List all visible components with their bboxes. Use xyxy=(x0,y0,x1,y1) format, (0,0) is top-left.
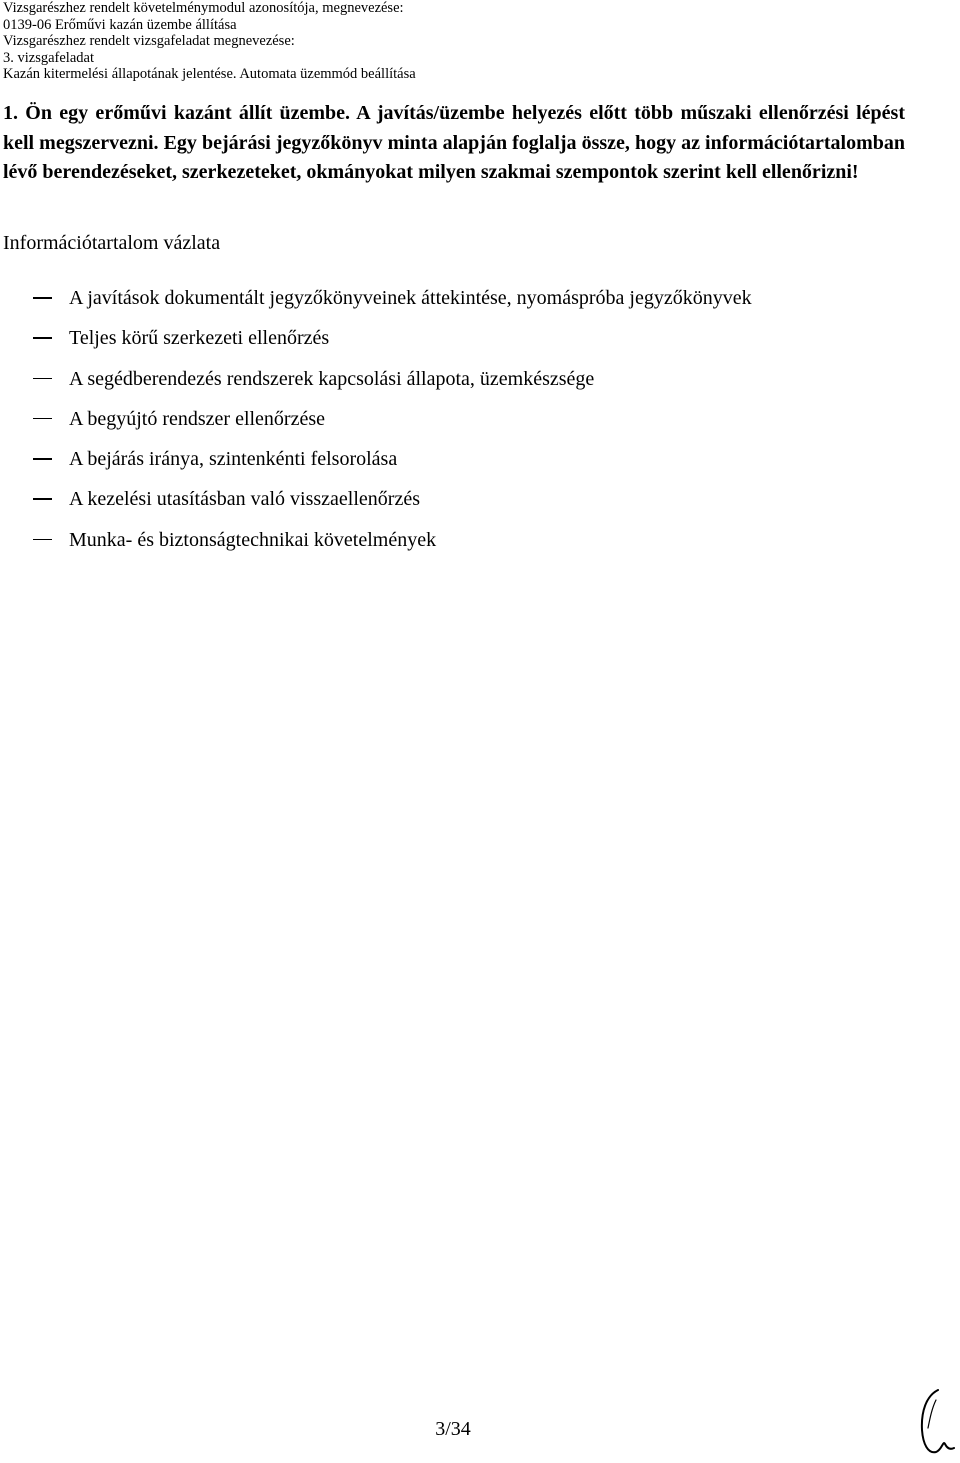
dash-bullet-icon xyxy=(33,539,52,541)
dash-bullet-icon xyxy=(33,378,52,380)
dash-bullet-icon xyxy=(33,458,52,460)
outline-item xyxy=(33,405,752,445)
header-line-module-label: Vizsgarészhez rendelt követelménymodul azonosítója, megnevezése: xyxy=(3,0,404,16)
outline-item xyxy=(33,526,752,566)
outline-list xyxy=(33,284,752,566)
outline-item xyxy=(33,324,752,364)
outline-item-text: A kezelési utasításban való visszaellenőrzés xyxy=(69,488,420,511)
dash-bullet-icon xyxy=(33,337,52,339)
outline-item xyxy=(33,284,752,324)
outline-item xyxy=(33,445,752,485)
header-line-task-number: 3. vizsgafeladat xyxy=(3,49,94,66)
outline-item-text: Munka- és biztonságtechnikai követelmények xyxy=(69,528,437,551)
dash-bullet-icon xyxy=(33,498,52,500)
outline-item xyxy=(33,485,752,525)
outline-item-text: A bejárás iránya, szintenkénti felsorolása xyxy=(69,448,398,471)
page-number: 3/34 xyxy=(435,1418,471,1440)
task-statement: 1. Ön egy erőművi kazánt állít üzembe. A javítás/üzembe helyezés előtt több műszaki ellenőrzési lépést kell megszervezni. Egy bejárási jegyzőkönyv minta alapján foglalja össze, hogy az információtartalomban lévő berendezéseket, szerkezeteket, okmányokat milyen szakmai szempontok szerint kell ellenőrizni! xyxy=(3,102,905,183)
header-line-module-name: 0139-06 Erőművi kazán üzembe állítása xyxy=(3,16,237,33)
outline-item xyxy=(33,365,752,405)
header-line-task-label: Vizsgarészhez rendelt vizsgafeladat megnevezése: xyxy=(3,33,295,50)
dash-bullet-icon xyxy=(33,297,52,299)
document-header xyxy=(3,0,953,83)
header-line-task-name: Kazán kitermelési állapotának jelentése. Automata üzemmód beállítása xyxy=(3,66,416,83)
outline-item-text: Teljes körű szerkezeti ellenőrzés xyxy=(69,327,330,350)
signature-icon xyxy=(916,1388,956,1458)
outline-title: Információtartalom vázlata xyxy=(3,232,221,254)
outline-item-text: A segédberendezés rendszerek kapcsolási állapota, üzemkészsége xyxy=(69,367,595,390)
dash-bullet-icon xyxy=(33,418,52,420)
outline-item-text: A javítások dokumentált jegyzőkönyveinek áttekintése, nyomáspróba jegyzőkönyvek xyxy=(69,287,752,309)
outline-item-text: A begyújtó rendszer ellenőrzése xyxy=(69,407,326,430)
